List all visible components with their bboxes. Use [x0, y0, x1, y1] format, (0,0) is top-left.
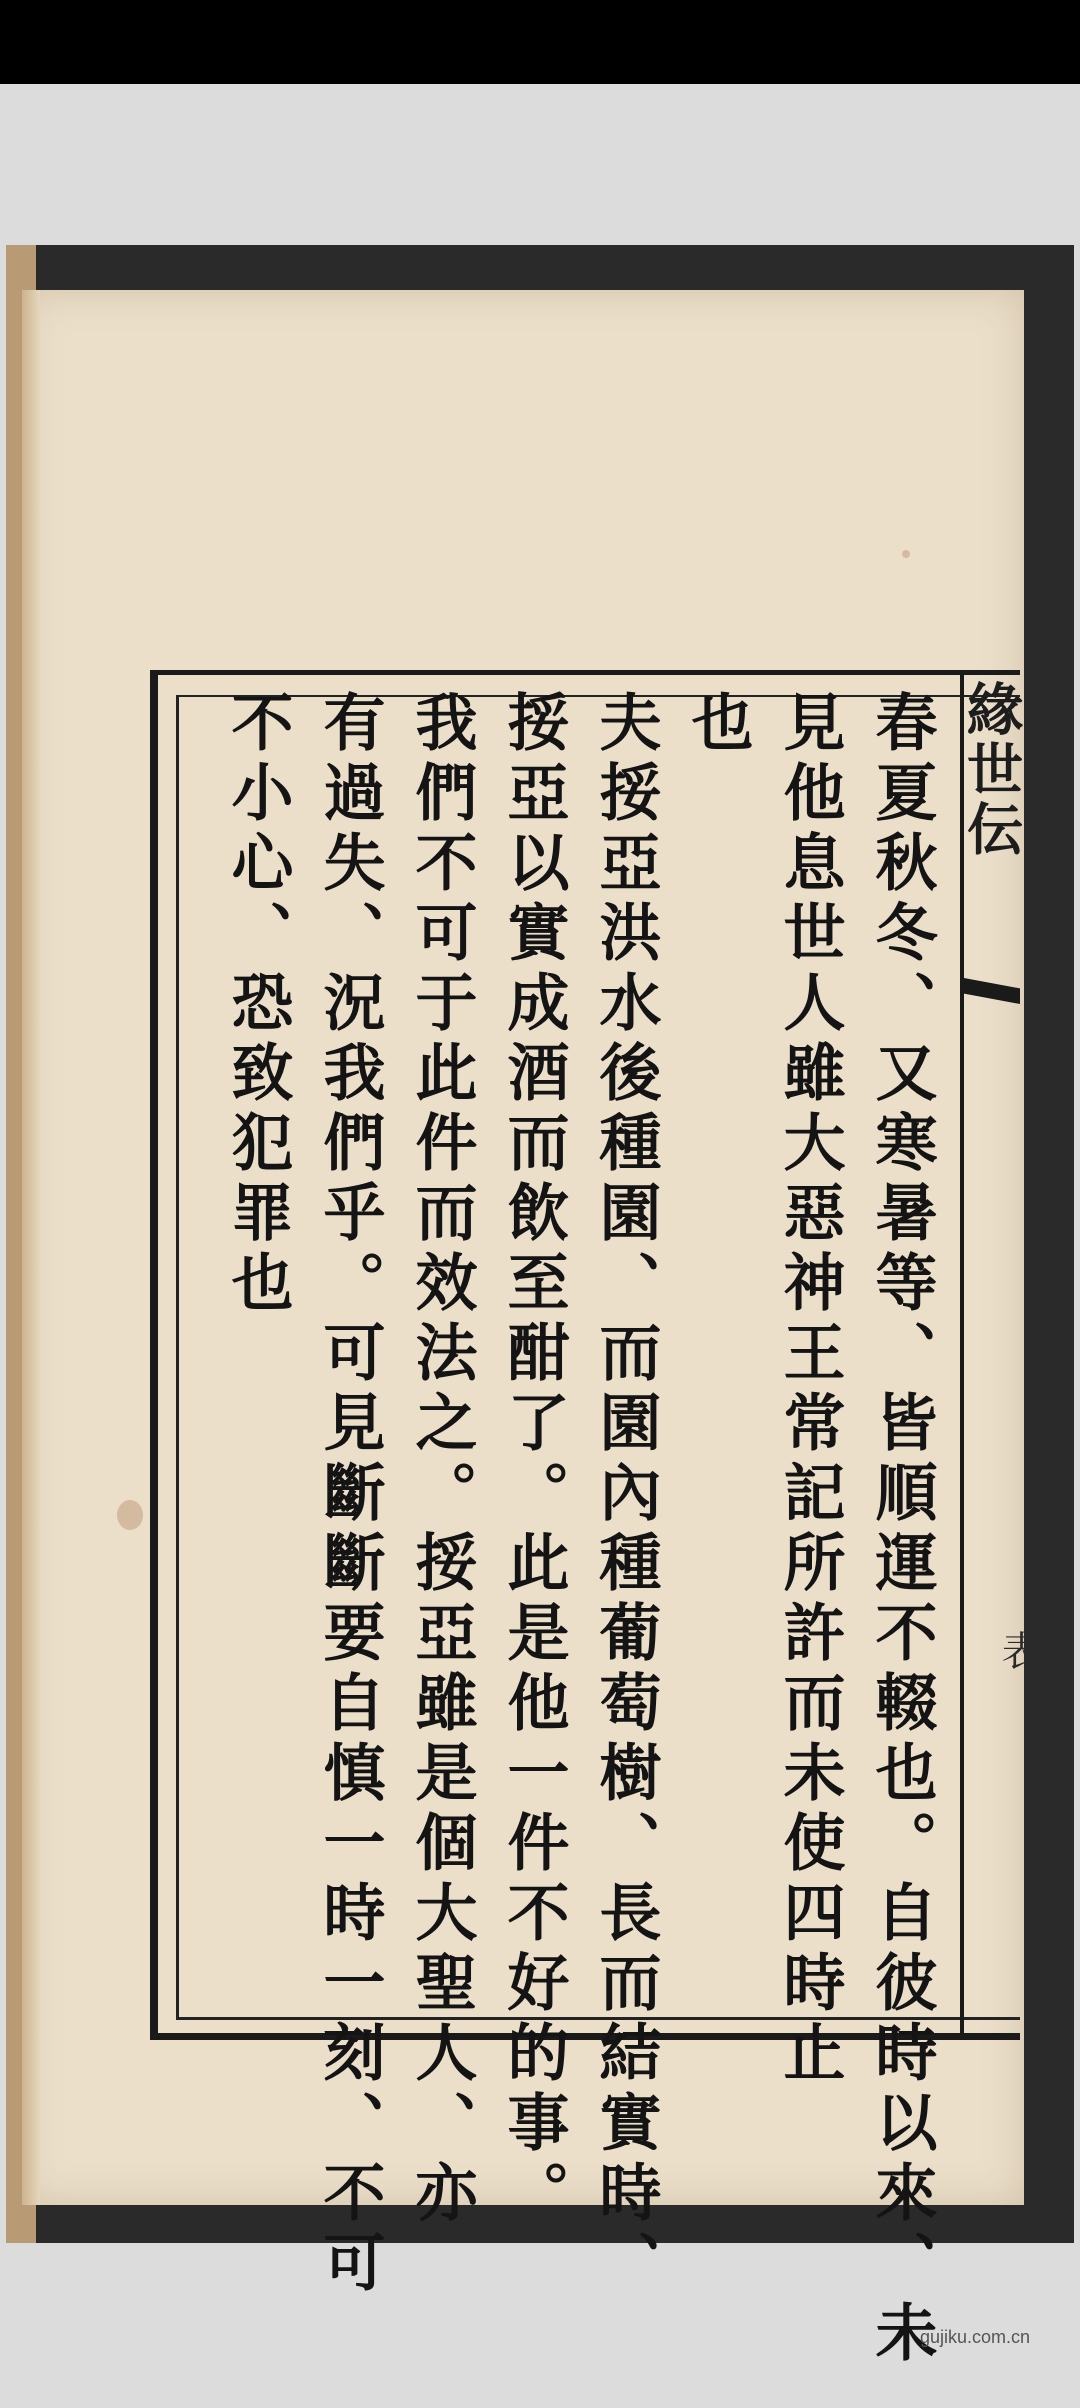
paper-stain [902, 550, 910, 558]
text-column-6: 我們不可于此件而效法之。挼亞雖是個大聖人、亦 [405, 690, 478, 2230]
status-bar [0, 0, 1080, 84]
text-column-5: 挼亞以實成酒而飲至酣了。此是他一件不好的事。 [497, 690, 570, 2230]
header-title: 緣世伝 [958, 680, 1024, 860]
text-column-8: 不小心、恐致犯罪也 [221, 690, 294, 1320]
center-column-line [960, 670, 964, 2040]
site-watermark: gujiku.com.cn [919, 2327, 1030, 2347]
text-column-4: 夫挼亞洪水後種園、而園內種葡萄樹、長而結實時、 [589, 690, 662, 2300]
text-column-1: 春夏秋冬、又寒暑等、皆順運不輟也。自彼時以來、未 [865, 690, 938, 2370]
leaf-mark: 表 [995, 1630, 1041, 1670]
paper-stain [117, 1500, 143, 1530]
text-column-7: 有過失、況我們乎。可見斷斷要自慎一時一刻、不可 [313, 690, 386, 2300]
text-column-3: 也 [681, 690, 754, 760]
text-column-2: 見他息世人雖大惡神王常記所許而未使四時止 [773, 690, 846, 2090]
page-fold [22, 290, 40, 2205]
